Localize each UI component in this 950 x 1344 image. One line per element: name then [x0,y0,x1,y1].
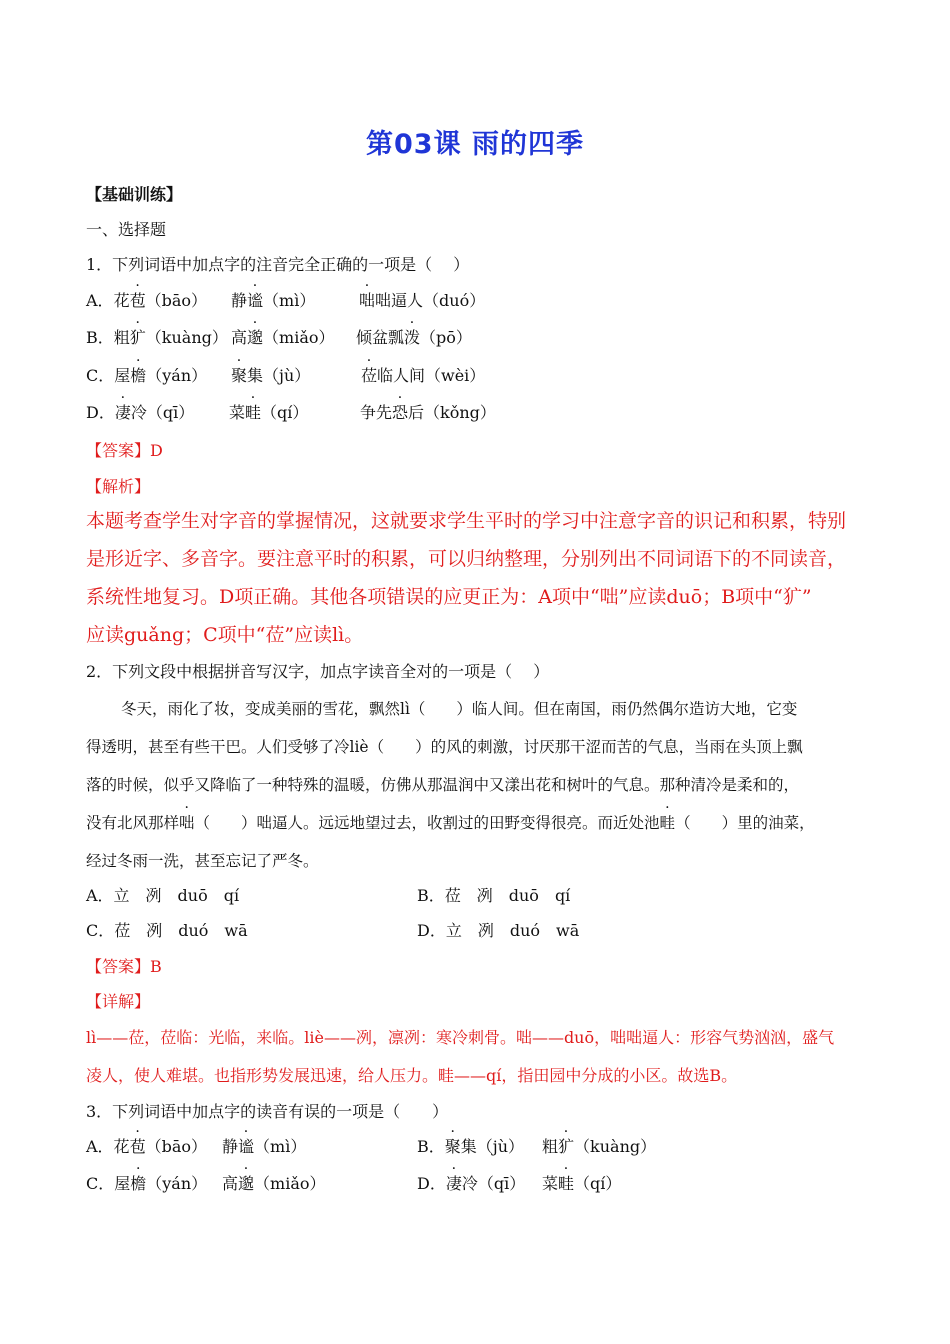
q2-answer: 【答案】B [86,957,162,976]
q1-option-d-2: 菜畦（qí） [229,403,309,422]
q1-option-d: D．凄冷（qī） [86,403,195,422]
q1-analysis-line-2: 是形近字、多音字。要注意平时的积累，可以归纳整理，分别列出不同词语下的不同读音， [86,548,847,570]
part-heading: 一、选择题 [86,220,167,239]
q2-detail-line-2: 凌人，使人难堪。也指形势发展迅速，给人压力。畦——qí，指田园中分成的小区。故选B。 [86,1066,738,1085]
q1-option-d-3: 争先恐后（kǒng） [360,403,496,422]
q2-passage-line-1: 冬天，雨化了妆，变成美丽的雪花，飘然lì（ ）临人间。但在南国，雨仍然偶尔造访大地，它变 [121,700,798,718]
q3-option-a: A．花苞（bāo） [86,1137,207,1156]
q2-passage-line-5: 经过冬雨一洗，甚至忘记了严冬。 [86,852,319,870]
q3-stem: 3．下列词语中加点字的读音有误的一项是（ ） [86,1102,449,1121]
q1-analysis-line-4: 应读guǎng；C项中“莅”应读lì。 [86,624,364,646]
q3-option-a-2: 静谧（mì） [222,1137,307,1156]
q2-option-b: B．莅 冽 duō qí [417,886,571,905]
q2-stem: 2．下列文段中根据拼音写汉字，加点字读音全对的一项是（ ） [86,662,550,681]
q3-option-b: B．聚集（jù） [417,1137,525,1156]
q1-analysis-line-1: 本题考查学生对字音的掌握情况，这就要求学生平时的学习中注意字音的识记和积累，特别 [86,510,847,532]
q1-answer: 【答案】D [86,441,163,460]
page-title: 第03课 雨的四季 [366,129,584,160]
q2-option-d: D．立 冽 duó wā [417,921,580,940]
q1-option-b-3: 倾盆瓢泼（pō） [356,328,472,347]
q3-option-c-2: 高邈（miǎo） [222,1174,326,1193]
q1-option-a: A．花苞（bāo） [86,291,208,310]
q3-option-c: C．屋檐（yán） [86,1174,208,1193]
q2-passage-line-3: 落的时候，似乎又降临了一种特殊的温暖，仿佛从那温润中又漾出花和树叶的气息。那种清冷是柔和的， [86,776,800,794]
q2-option-c: C．莅 冽 duó wā [86,921,248,940]
q3-option-d: D．凄冷（qī） [417,1174,526,1193]
section-heading: 【基础训练】 [86,185,183,204]
q1-option-c: C．屋檐（yán） [86,366,208,385]
q1-option-c-3: 莅临人间（wèi） [361,366,486,385]
q1-option-b-2: 高邈（miǎo） [231,328,335,347]
q2-option-a: A．立 冽 duō qí [86,886,240,905]
q1-analysis-label: 【解析】 [86,477,151,496]
q2-detail-label: 【详解】 [86,992,151,1011]
q2-passage-line-2: 得透明，甚至有些干巴。人们受够了冷liè（ ）的风的刺激，讨厌那干涩而苦的气息，当雨在头顶上飘 [86,738,803,756]
q1-option-c-2: 聚集（jù） [231,366,311,385]
q1-analysis-line-3: 系统性地复习。D项正确。其他各项错误的应更正为：A项中“咄”应读duō；B项中“犷” [86,586,812,608]
q2-passage-line-4: 没有北风那样咄（ ）咄逼人。远远地望过去，收割过的田野变得很亮。而近处池畦（ ）里的油菜， [86,814,815,832]
q3-option-d-2: 菜畦（qí） [542,1174,622,1193]
q2-detail-line-1: lì——莅，莅临：光临，来临。liè——冽，凛冽：寒冷刺骨。咄——duō，咄咄逼人：形容气势汹汹，盛气 [86,1028,835,1047]
q3-option-b-2: 粗犷（kuàng） [542,1137,657,1156]
q1-option-a-3: 咄咄逼人（duó） [359,291,486,310]
q1-stem: 1．下列词语中加点字的注音完全正确的一项是（ ） [86,255,470,274]
q1-option-b: B．粗犷（kuàng） [86,328,228,347]
q1-option-a-2: 静谧（mì） [231,291,316,310]
